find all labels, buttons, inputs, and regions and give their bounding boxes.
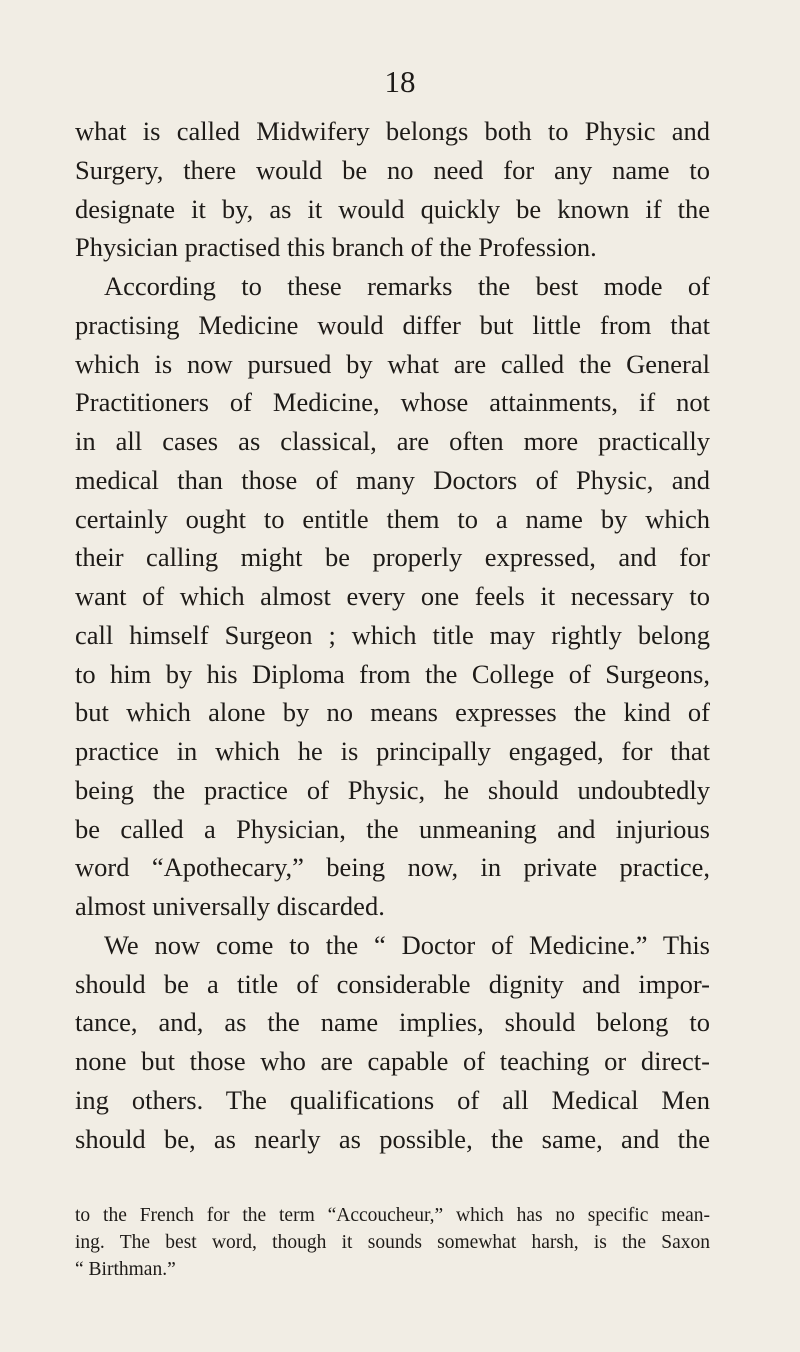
text-line: should be a title of considerable dignity and impor- [75, 968, 710, 999]
text-line: what is called Midwifery belongs both to Physic and [75, 116, 710, 146]
text-line: none but those who are capable of teaching or direct- [75, 1046, 710, 1076]
footnote-line: ing. The best word, though it sounds somewhat harsh, is the Saxon [75, 1232, 710, 1253]
text-line: ing others. The qualifications of all Medical Men [75, 1084, 710, 1115]
footnote-line: “ Birthman.” [75, 1259, 176, 1280]
text-line: word “Apothecary,” being now, in private practice, [75, 852, 710, 883]
text-line: practising Medicine would differ but little from that [75, 309, 710, 340]
text-line: their calling might be properly expressed, and for [75, 542, 710, 573]
text-line: which is now pursued by what are called the General [75, 348, 710, 379]
text-line: but which alone by no means expresses the kind of [75, 697, 710, 728]
text-line: medical than those of many Doctors of Physic, and [75, 464, 710, 495]
text-line: certainly ought to entitle them to a name by which [75, 503, 710, 534]
text-line: tance, and, as the name implies, should belong to [75, 1007, 710, 1038]
text-line: be called a Physician, the unmeaning and injurious [75, 813, 710, 844]
page-number: 18 [384, 64, 416, 99]
text-line: to him by his Diploma from the College of Surgeons, [75, 658, 710, 689]
text-line: Practitioners of Medicine, whose attainments, if not [75, 387, 710, 418]
text-line: being the practice of Physic, he should undoubtedly [75, 774, 710, 805]
text-line: Surgery, there would be no need for any name to [75, 154, 710, 185]
text-line: practice in which he is principally engaged, for that [75, 736, 710, 766]
text-line: want of which almost every one feels it necessary to [75, 581, 710, 611]
text-line: should be, as nearly as possible, the same, and the [75, 1123, 710, 1154]
footnote-line: to the French for the term “Accoucheur,” which has no specific mean- [75, 1205, 710, 1226]
footnote [75, 1202, 710, 1283]
text-line: Physician practised this branch of the Profession. [75, 232, 597, 263]
paragraph-start-line: According to these remarks the best mode of [104, 271, 710, 301]
paragraph-start-line: We now come to the “ Doctor of Medicine.” This [104, 929, 710, 960]
body-text [75, 112, 710, 1158]
text-line: designate it by, as it would quickly be known if the [75, 193, 710, 224]
text-line: call himself Surgeon ; which title may rightly belong [75, 619, 710, 650]
text-line: in all cases as classical, are often more practically [75, 426, 710, 456]
text-line: almost universally discarded. [75, 891, 385, 921]
